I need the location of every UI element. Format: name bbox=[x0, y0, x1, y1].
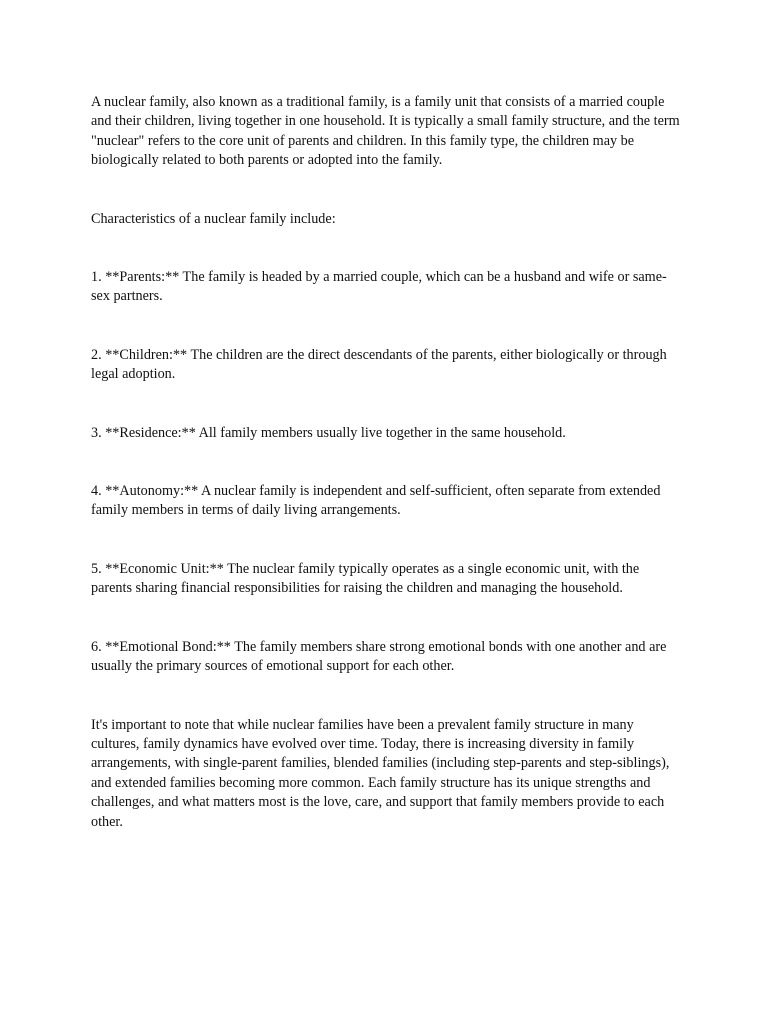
list-item-economic-unit: 5. **Economic Unit:** The nuclear family typically operates as a single economic unit, with the parents sharing financial responsibilities for raising the children and managing the household. bbox=[91, 560, 640, 597]
list-item-emotional-bond: 6. **Emotional Bond:** The family members share strong emotional bonds with one another and are usually the primary sources of emotional support for each other. bbox=[91, 638, 667, 675]
intro-paragraph: A nuclear family, also known as a traditional family, is a family unit that consists of a married couple and their children, living together in one household. It is typically a small family structure, and the term "nuclear" refers to the core unit of parents and children. In this family type, the children may be biologically related to both parents or adopted into the family. bbox=[91, 94, 680, 169]
list-item-autonomy: 4. **Autonomy:** A nuclear family is independent and self-sufficient, often separate from extended family members in terms of daily living arrangements. bbox=[91, 483, 661, 519]
characteristics-heading: Characteristics of a nuclear family include: bbox=[91, 210, 336, 227]
conclusion-paragraph: It's important to note that while nuclear families have been a prevalent family structure in many cultures, family dynamics have evolved over time. Today, there is increasing diversity in family arrangements, with single-parent families, blended families (including step-parents and step-siblings), and extended families becoming more common. Each family structure has its unique strengths and challenges, and what matters most is the love, care, and support that family members provide to each other. bbox=[91, 716, 670, 830]
document-body bbox=[91, 93, 681, 832]
list-item-children: 2. **Children:** The children are the direct descendants of the parents, either biologically or through legal adoption. bbox=[91, 346, 667, 383]
list-item-parents: 1. **Parents:** The family is headed by a married couple, which can be a husband and wife or same-sex partners. bbox=[91, 269, 667, 305]
list-item-residence: 3. **Residence:** All family members usually live together in the same household. bbox=[91, 424, 566, 441]
